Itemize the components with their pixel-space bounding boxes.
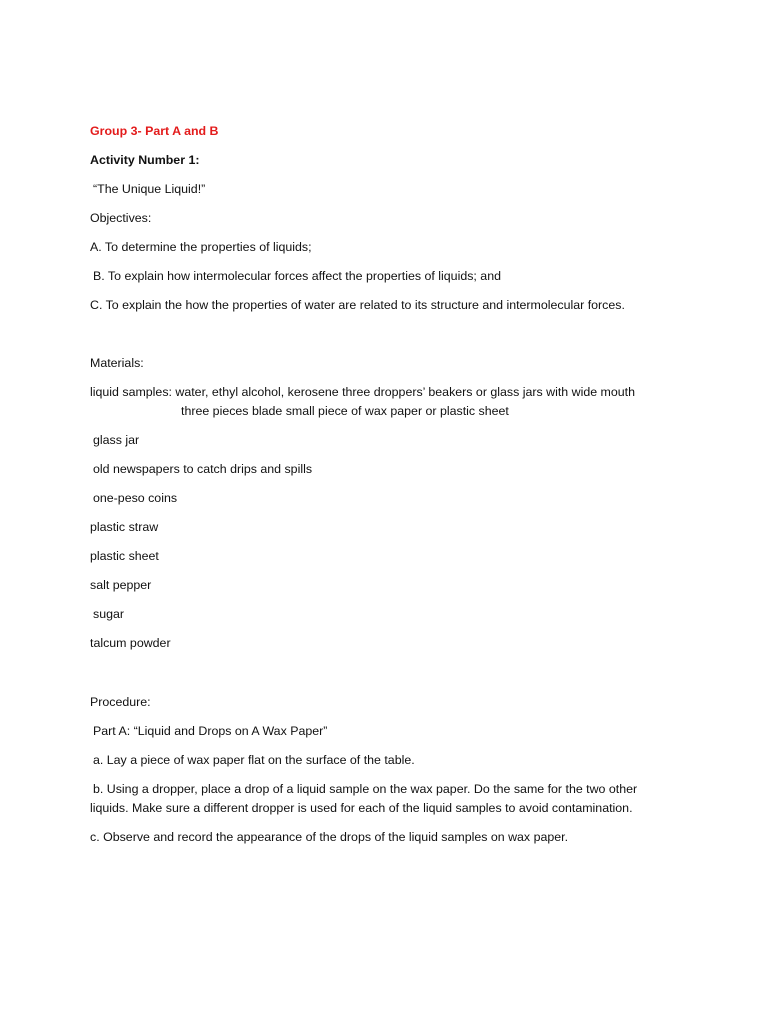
- material-item: sugar: [93, 607, 124, 621]
- material-item: plastic straw: [90, 520, 159, 534]
- material-item: plastic sheet: [90, 549, 159, 563]
- objective-item: C. To explain the how the properties of water are related to its structure and intermolecular forces.: [90, 298, 625, 312]
- materials-heading: Materials:: [90, 356, 144, 370]
- material-item: old newspapers to catch drips and spills: [93, 462, 313, 476]
- materials-first-line: liquid samples: water, ethyl alcohol, kerosene three droppers’ beakers or glass jars with wide mouth: [90, 385, 635, 399]
- procedure-heading: Procedure:: [90, 695, 151, 709]
- objective-item: A. To determine the properties of liquids;: [90, 240, 312, 254]
- materials-second-line: three pieces blade small piece of wax paper or plastic sheet: [181, 404, 509, 418]
- material-item: glass jar: [93, 433, 140, 447]
- procedure-step-b-line2: liquids. Make sure a different dropper is used for each of the liquid samples to avoid contamination.: [90, 801, 633, 815]
- group-heading: Group 3- Part A and B: [90, 124, 219, 138]
- objective-item: B. To explain how intermolecular forces affect the properties of liquids; and: [93, 269, 501, 283]
- material-item: one-peso coins: [93, 491, 178, 505]
- procedure-step-a: a. Lay a piece of wax paper flat on the surface of the table.: [93, 753, 415, 767]
- activity-title: “The Unique Liquid!”: [93, 182, 206, 196]
- objectives-heading: Objectives:: [90, 211, 152, 225]
- procedure-step-c: c. Observe and record the appearance of the drops of the liquid samples on wax paper.: [90, 830, 569, 844]
- procedure-step-b-line1: b. Using a dropper, place a drop of a liquid sample on the wax paper. Do the same for the two other: [93, 782, 638, 796]
- activity-number: Activity Number 1:: [90, 153, 200, 167]
- part-a-title: Part A: “Liquid and Drops on A Wax Paper”: [93, 724, 328, 738]
- material-item: talcum powder: [90, 636, 171, 650]
- material-item: salt pepper: [90, 578, 152, 592]
